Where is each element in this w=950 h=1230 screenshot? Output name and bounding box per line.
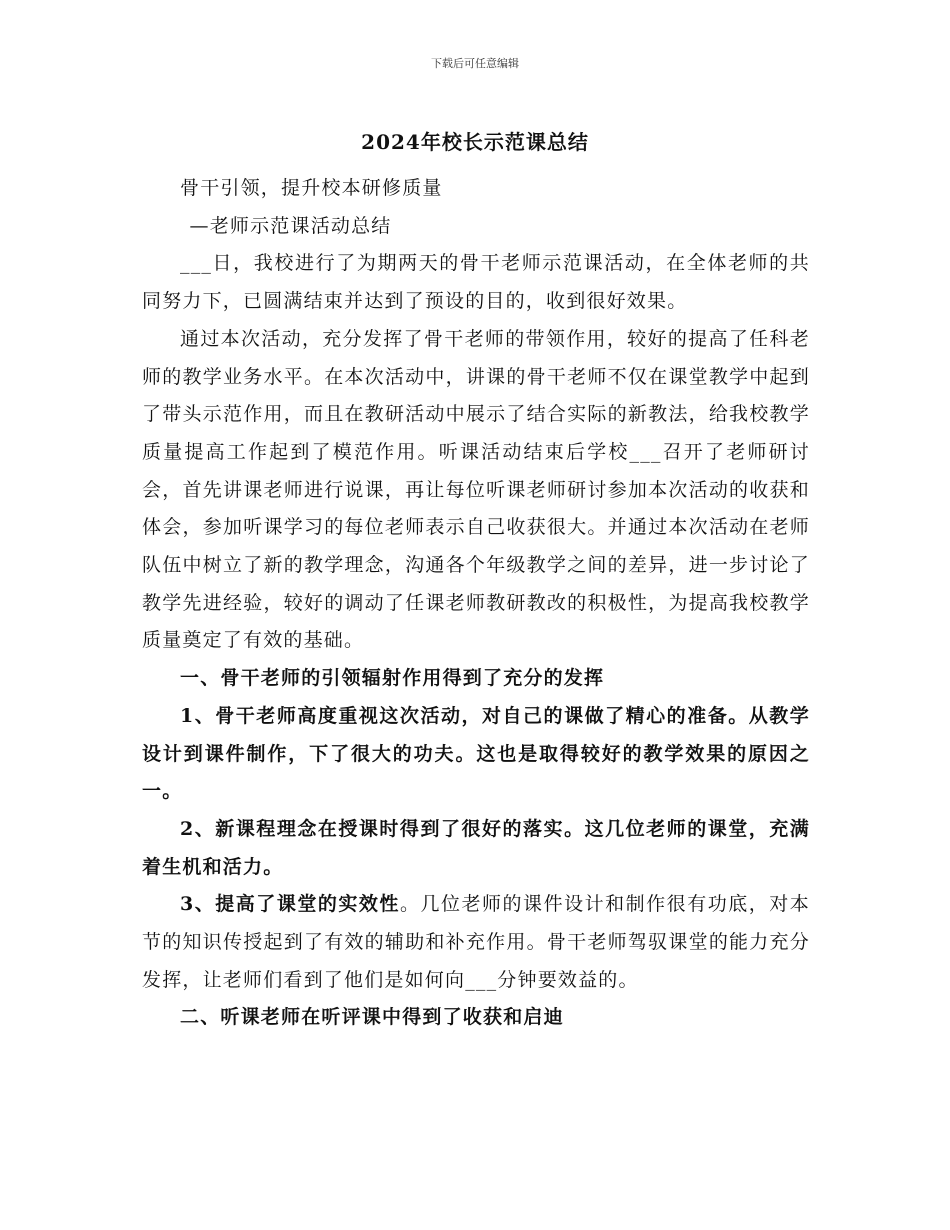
- header-note: 下载后可任意编辑: [431, 57, 519, 70]
- paragraph-summary: 通过本次活动，充分发挥了骨干老师的带领作用，较好的提高了任科老师的教学业务水平。在本次活动中，讲课的骨干老师不仅在课堂教学中起到了带头示范作用，而且在教研活动中展示了结合实际的新教法，给我校教学质量提高工作起到了模范作用。听课活动结束后学校___召开了老师研讨会，首先讲课老师进行说课，再让每位听课老师研讨参加本次活动的收获和体会，参加听课学习的每位老师表示自己收获很大。并通过本次活动在老师队伍中树立了新的教学理念，沟通各个年级教学之间的差异，进一步讨论了教学先进经验，较好的调动了任课老师教研教改的积极性，为提高我校教学质量奠定了有效的基础。: [142, 327, 810, 652]
- list-item-1: 1、骨干老师高度重视这次活动，对自己的课做了精心的准备。从教学设计到课件制作，下了很大的功夫。这也是取得较好的教学效果的原因之一。: [142, 704, 810, 803]
- list-item-3: [142, 886, 810, 999]
- document-title: 2024年校长示范课总结: [361, 130, 589, 154]
- paragraph-intro: ___日，我校进行了为期两天的骨干老师示范课活动，在全体老师的共同努力下，已圆满结束并达到了预设的目的，收到很好效果。: [142, 252, 810, 313]
- section-heading-1: 一、骨干老师的引领辐射作用得到了充分的发挥: [180, 667, 605, 690]
- subtitle: 骨干引领，提升校本研修质量: [180, 177, 443, 199]
- subtitle-secondary: —老师示范课活动总结: [189, 214, 392, 237]
- list-item-3-lead: 3、提高了课堂的实效性: [180, 893, 400, 916]
- document-body: [142, 170, 810, 1037]
- section-heading-2: 二、听课老师在听评课中得到了收获和启迪: [180, 1006, 564, 1029]
- list-item-3-text: 。几位老师的课件设计和制作很有功底，对本节的知识传授起到了有效的辅助和补充作用。骨干老师驾驭课堂的能力充分发挥，让老师们看到了他们是如何向___分钟要效益的。: [142, 893, 810, 991]
- list-item-2: 2、新课程理念在授课时得到了很好的落实。这几位老师的课堂，充满着生机和活力。: [142, 817, 810, 878]
